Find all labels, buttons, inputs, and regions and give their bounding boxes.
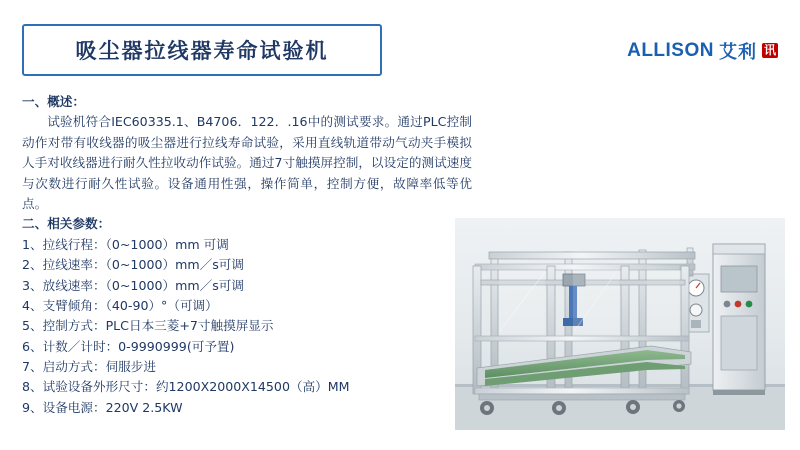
brand-name-cn: 艾利 [718, 42, 757, 63]
list-item: 7、启动方式：伺服步进 [22, 359, 156, 375]
brand-name-en: ALLISON [627, 40, 714, 61]
document-body [22, 92, 472, 418]
section-1-paragraph: 试验机符合IEC60335.1、B4706．122．.16中的测试要求。通过PLC控制动作对带有收线器的吸尘器进行拉线寿命试验，采用直线轨道带动气动夹手模拟人手对收线器进行耐久性拉收动作试验。通过7寸触摸屏控制，以设定的测试速度与次数进行耐久性试验。设备通用性强，操作简单，控制方便，故障率低等优点。 [22, 114, 472, 211]
list-item: 9、设备电源：220V 2.5KW [22, 399, 183, 415]
list-item: 4、支臂倾角：（40-90）°（可调） [22, 297, 218, 313]
list-item: 1、拉线行程：（0~1000）mm 可调 [22, 236, 229, 252]
list-item: 6、计数／计时：0-9990999(可予置) [22, 338, 235, 354]
list-item: 2、拉线速率：（0~1000）mm／s可调 [22, 257, 244, 273]
list-item: 3、放线速率：（0~1000）mm／s可调 [22, 277, 244, 293]
page-title-box [22, 24, 382, 76]
page-title: 吸尘器拉线器寿命试验机 [75, 39, 329, 63]
brand-logo [627, 38, 778, 64]
list-item: 5、控制方式：PLC日本三菱+7寸触摸屏显示 [22, 318, 274, 334]
spec-list [22, 235, 472, 419]
list-item: 8、试验设备外形尺寸：约1200X2000X14500（高）MM [22, 379, 350, 395]
section-1-heading: 一、概述： [22, 94, 85, 109]
machine-photo [455, 218, 785, 430]
brand-badge: 讯 [763, 42, 776, 57]
section-2-heading: 二、相关参数： [22, 216, 111, 232]
